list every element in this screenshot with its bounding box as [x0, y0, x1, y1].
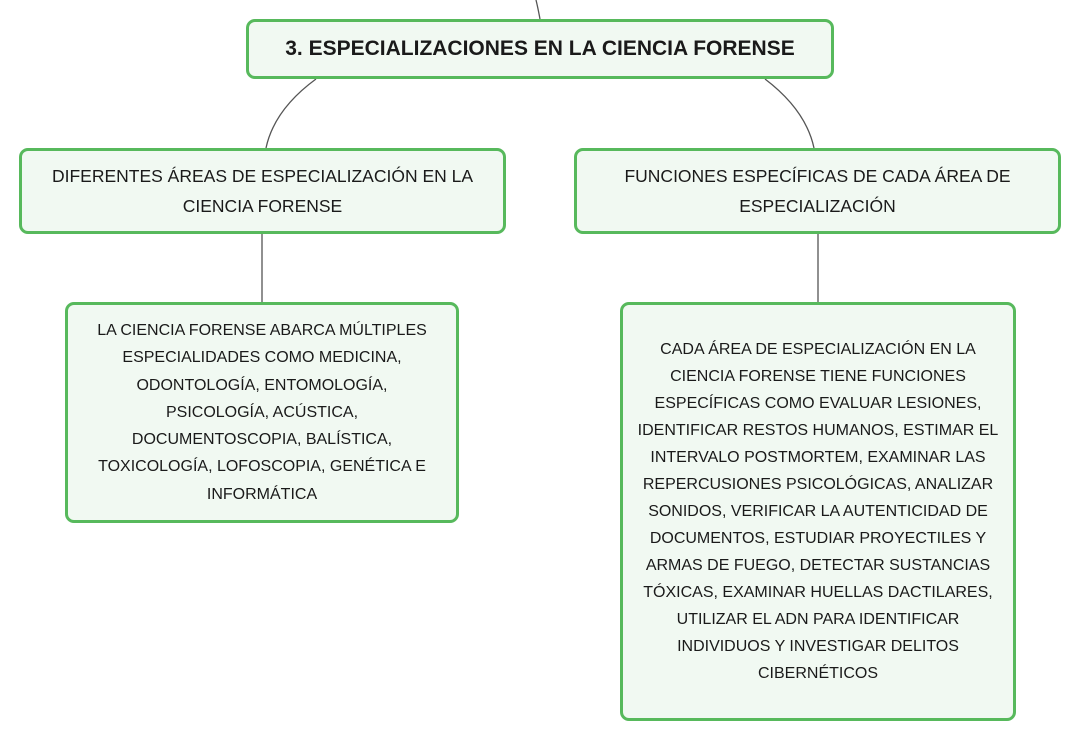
- detail-text-areas: LA CIENCIA FORENSE ABARCA MÚLTIPLES ESPECIALIDADES COMO MEDICINA, ODONTOLOGÍA, ENTOMOLOGÍA, PSICOLOGÍA, ACÚSTICA, DOCUMENTOSCOPIA, BALÍSTICA, TOXICOLOGÍA, LOFOSCOPIA, GENÉTICA E INFORMÁTICA: [97, 322, 427, 503]
- root-topic-label: 3. ESPECIALIZACIONES EN LA CIENCIA FORENSE: [285, 37, 795, 60]
- connector-root-to-right: [765, 79, 814, 148]
- connector-root-to-left: [266, 79, 316, 148]
- detail-text-functions: CADA ÁREA DE ESPECIALIZACIÓN EN LA CIENCIA FORENSE TIENE FUNCIONES ESPECÍFICAS COMO EVALUAR LESIONES, IDENTIFICAR RESTOS HUMANOS, ESTIMAR EL INTERVALO POSTMORTEM, EXAMINAR LAS REPERCUSIONES PSICOLÓGICAS, ANALIZAR SONIDOS, VERIFICAR LA AUTENTICIDAD DE DOCUMENTOS, ESTUDIAR PROYECTILES Y ARMAS DE FUEGO, DETECTAR SUSTANCIAS TÓXICAS, EXAMINAR HUELLAS DACTILARES, UTILIZAR EL ADN PARA IDENTIFICAR INDIVIDUOS Y INVESTIGAR DELITOS CIBERNÉTICOS: [637, 341, 999, 682]
- branch-label-functions: FUNCIONES ESPECÍFICAS DE CADA ÁREA DE ESPECIALIZACIÓN: [624, 166, 1011, 216]
- root-topic-node[interactable]: [246, 19, 834, 79]
- detail-node-functions[interactable]: [620, 302, 1016, 721]
- branch-node-functions[interactable]: [574, 148, 1061, 234]
- connector-parent-to-root: [536, 0, 540, 19]
- detail-node-areas[interactable]: [65, 302, 459, 523]
- branch-label-areas: DIFERENTES ÁREAS DE ESPECIALIZACIÓN EN LA CIENCIA FORENSE: [51, 166, 474, 216]
- branch-node-areas[interactable]: [19, 148, 506, 234]
